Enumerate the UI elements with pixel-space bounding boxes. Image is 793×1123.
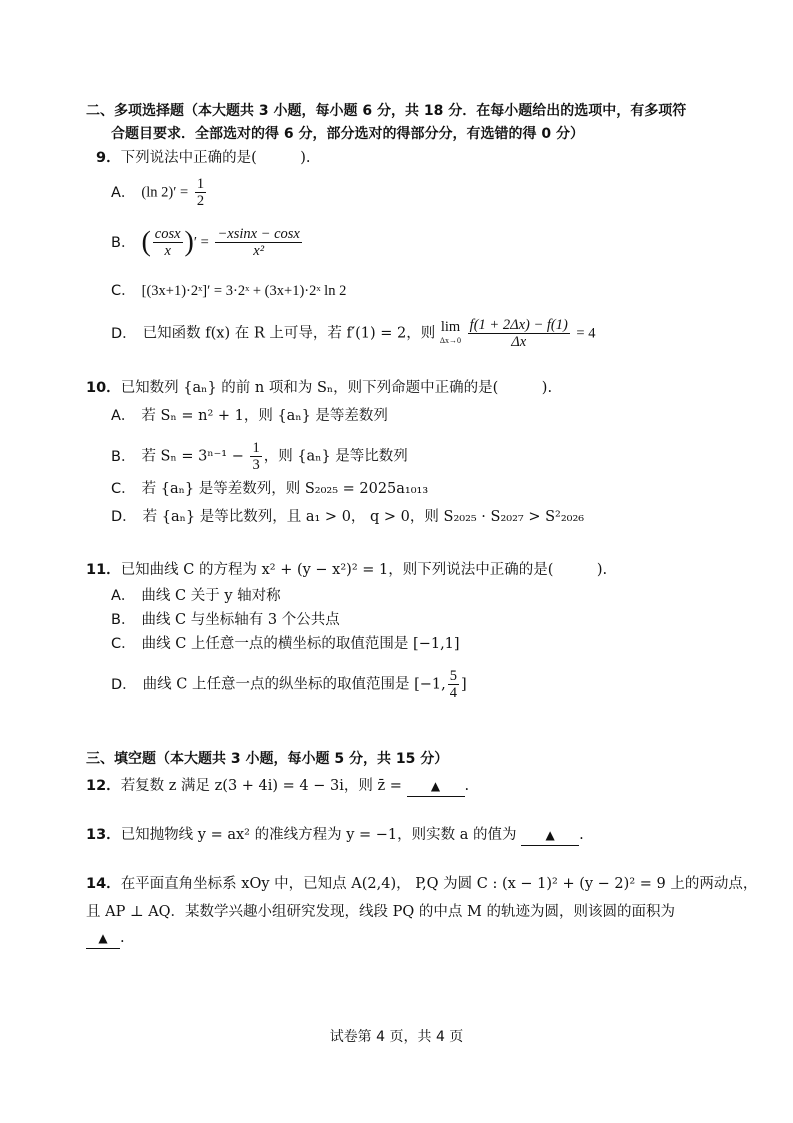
- q11-option-b: [111, 610, 340, 630]
- q9-d-num: f(1 + 2Δx) − f(1): [469, 317, 568, 333]
- q9-option-c: [111, 281, 346, 301]
- q9-b-inner-den: x: [164, 243, 171, 259]
- q9-b-den: x²: [253, 243, 265, 259]
- q9-a-den: 2: [196, 193, 205, 209]
- q10-b-fraction: [250, 440, 261, 473]
- q13-post: .: [579, 827, 584, 843]
- q11-d-label: D．: [111, 676, 137, 693]
- q10-b-label: B．: [111, 448, 136, 465]
- q10-number: 10．: [86, 380, 121, 396]
- q9-d-lim-sub: Δx→0: [439, 335, 462, 345]
- q11-d-post: ]: [460, 676, 467, 693]
- q10-b-pre: 若 Sₙ = 3ⁿ⁻¹ −: [141, 448, 244, 465]
- q9-option-d: [111, 317, 595, 350]
- q9-c-expr: [(3x+1)·2ˣ]′ = 3·2ˣ + (3x+1)·2ˣ ln 2: [141, 283, 347, 299]
- q9-stem: 下列说法中正确的是( ).: [120, 150, 311, 166]
- q11-option-a: [111, 586, 281, 606]
- q9-d-limit: [440, 320, 461, 348]
- q9-b-eq: ′ =: [193, 234, 209, 251]
- q11-d-den: 4: [449, 685, 457, 701]
- q9-stem-line: [96, 148, 311, 168]
- q12-pre: 若复数 z 满足 z(3 + 4i) = 4 − 3i，则 z̄ =: [120, 778, 402, 794]
- section-2-title: 二、多项选择题: [86, 103, 184, 119]
- q9-a-label: A．: [111, 184, 136, 201]
- q10-stem: 已知数列 {aₙ} 的前 n 项和为 Sₙ，则下列命题中正确的是( ).: [120, 380, 553, 396]
- q9-b-num: −xsinx − cosx: [217, 226, 300, 242]
- q10-b-den: 3: [252, 457, 260, 473]
- q9-d-lim: lim: [440, 318, 461, 335]
- q13-number: 13．: [86, 827, 121, 843]
- q9-b-inner-num: cosx: [154, 226, 181, 242]
- q11-stem-line: [86, 560, 607, 580]
- q12-answer-blank[interactable]: ▲: [407, 776, 465, 797]
- q10-d-label: D．: [111, 509, 137, 525]
- q9-b-label: B．: [111, 234, 136, 251]
- q13-answer-blank[interactable]: ▲: [521, 825, 579, 846]
- q9-d-den: Δx: [511, 334, 527, 350]
- q11-stem: 已知曲线 C 的方程为 x² + (y − x²)² = 1，则下列说法中正确的是( ).: [120, 562, 608, 578]
- q10-option-b: [111, 440, 408, 473]
- q11-number: 11．: [86, 562, 121, 578]
- q14-number: 14．: [86, 876, 121, 892]
- q10-a-label: A．: [111, 408, 136, 424]
- section-2-instructions-line1: （本大题共 3 小题，每小题 6 分，共 18 分．在每小题给出的选项中，有多项符: [184, 103, 687, 119]
- section-3-instructions: （本大题共 3 小题，每小题 5 分，共 15 分）: [156, 751, 449, 767]
- q9-d-pre: 已知函数 f(x) 在 R 上可导，若 f′(1) = 2，则: [142, 325, 436, 342]
- q10-d-text: 若 {aₙ} 是等比数列，且 a₁ > 0， q > 0，则 S₂₀₂₅ · S₂₀₂₇ > S²₂₀₂₆: [142, 509, 585, 525]
- q11-d-num: 5: [449, 668, 457, 684]
- q14-line2: 且 AP ⊥ AQ．某数学兴趣小组研究发现，线段 PQ 的中点 M 的轨迹为圆，则该圆的面积为: [86, 904, 675, 920]
- q12-number: 12．: [86, 778, 121, 794]
- q10-c-label: C．: [111, 481, 136, 497]
- q10-b-num: 1: [252, 440, 260, 456]
- q11-c-label: C．: [111, 636, 136, 652]
- q10-option-a: [111, 406, 388, 426]
- section-3-title: 三、填空题: [86, 751, 156, 767]
- q10-b-post: ，则 {aₙ} 是等比数列: [263, 448, 408, 465]
- q9-a-lhs: (ln 2)′ =: [141, 184, 189, 201]
- q13-pre: 已知抛物线 y = ax² 的准线方程为 y = −1，则实数 a 的值为: [120, 827, 517, 843]
- q11-option-d: [111, 668, 467, 701]
- q9-b-inner-fraction: [153, 226, 183, 259]
- q12-line: [86, 776, 469, 797]
- section-2-instructions-line2: 合题目要求．全部选对的得 6 分，部分选对的得部分分，有选错的得 0 分）: [111, 126, 584, 142]
- q11-option-c: [111, 634, 460, 654]
- q9-d-fraction: [468, 317, 570, 350]
- q10-a-text: 若 Sₙ = n² + 1，则 {aₙ} 是等差数列: [141, 408, 388, 424]
- q14-post: .: [120, 930, 125, 946]
- q9-a-num: 1: [196, 176, 205, 192]
- q10-stem-line: [86, 378, 552, 398]
- q11-d-pre: 曲线 C 上任意一点的纵坐标的取值范围是 [−1,: [142, 676, 446, 693]
- q14-answer-blank[interactable]: ▲: [86, 928, 120, 949]
- q11-d-fraction: [448, 668, 459, 701]
- q10-option-d: [111, 507, 584, 527]
- section-3-heading: [86, 749, 448, 769]
- q9-c-label: C．: [111, 283, 136, 299]
- q14-line1-text: 在平面直角坐标系 xOy 中，已知点 A(2,4)， P,Q 为圆 C : (x − 1)² + (y − 2)² = 9 上的两动点，: [120, 876, 758, 892]
- q9-a-fraction: [195, 176, 206, 209]
- q11-a-text: 曲线 C 关于 y 轴对称: [141, 588, 281, 604]
- section-2-heading: [86, 101, 686, 121]
- q14-line1: [86, 874, 757, 894]
- q11-c-text: 曲线 C 上任意一点的横坐标的取值范围是 [−1,1]: [141, 636, 460, 652]
- q9-number: 9．: [96, 150, 121, 166]
- q14-line3: [86, 928, 125, 949]
- page-footer: 试卷第 4 页，共 4 页: [329, 1029, 464, 1045]
- q13-line: [86, 825, 584, 846]
- q9-option-a: [111, 176, 208, 209]
- q11-b-label: B．: [111, 612, 136, 628]
- q9-b-fraction: [215, 226, 301, 259]
- q11-b-text: 曲线 C 与坐标轴有 3 个公共点: [141, 612, 340, 628]
- q9-d-label: D．: [111, 325, 137, 342]
- q9-d-post: = 4: [576, 325, 596, 342]
- q12-post: .: [464, 778, 470, 794]
- q11-a-label: A．: [111, 588, 136, 604]
- q9-option-b: B． ( $\frac{\cos x}{x}$ )′ = $\frac{-xsinx - \cos x}{\text{x²}}$: [111, 226, 300, 259]
- q10-c-text: 若 {aₙ} 是等差数列，则 S₂₀₂₅ = 2025a₁₀₁₃: [141, 481, 429, 497]
- q10-option-c: [111, 479, 428, 499]
